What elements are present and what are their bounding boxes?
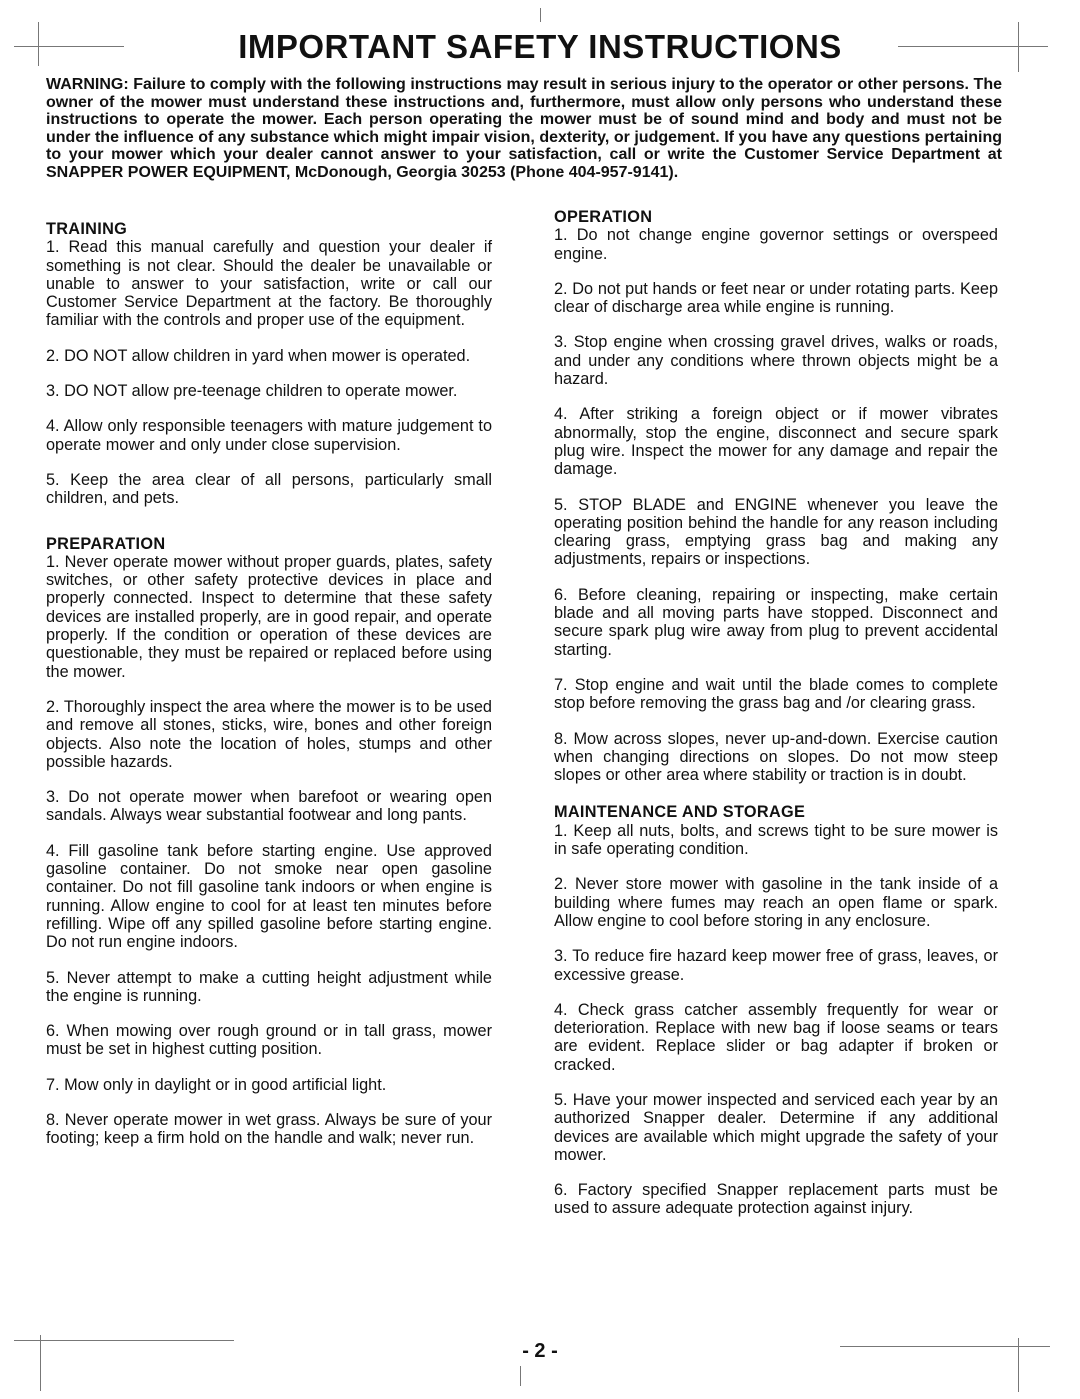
training-item-1: 1. Read this manual carefully and question your dealer if something is not clear. Should the dealer be unavailable or unable to answer to your satisfaction, write or call our Customer Service Department at the factory. Be thoroughly familiar with the controls and proper use of the equipment. <box>46 238 492 330</box>
warning-text: Failure to comply with the following instructions may result in serious injury to the operator or other persons. The owner of the mower must understand these instructions and, furthermore, must allow only persons who understand these instructions to operate the mower. Each person operating the mower must be of sound mind and body and must not be under the influence of any substance which might impair vision, dexterity, or judgement. If you have any questions pertaining to your mower which your dealer cannot answer to your satisfaction, call or write the Customer Service Department at SNAPPER POWER EQUIPMENT, McDonough, Georgia 30253 (Phone 404-957-9141). <box>46 76 1002 181</box>
page-number: - 2 - <box>522 1340 558 1362</box>
page-title: IMPORTANT SAFETY INSTRUCTIONS <box>238 28 842 65</box>
operation-item-1: 1. Do not change engine governor settings or overspeed engine. <box>554 226 998 263</box>
preparation-item-7: 7. Mow only in daylight or in good artificial light. <box>46 1075 387 1094</box>
right-column <box>554 208 998 1235</box>
operation-item-6: 6. Before cleaning, repairing or inspecting, make certain blade and all moving parts have stopped. Disconnect and secure spark plug wire away from plug to prevent accidental starting. <box>554 585 998 659</box>
operation-item-7: 7. Stop engine and wait until the blade comes to complete stop before removing the grass bag and /or clearing grass. <box>554 675 998 713</box>
preparation-heading: PREPARATION <box>46 534 166 553</box>
crop-mark-top-center-v <box>540 8 541 22</box>
training-item-4: 4. Allow only responsible teenagers with mature judgement to operate mower and only under close supervision. <box>46 417 492 454</box>
preparation-item-6: 6. When mowing over rough ground or in tall grass, mower must be set in highest cutting position. <box>46 1022 492 1059</box>
operation-item-8: 8. Mow across slopes, never up-and-down. Exercise caution when changing directions on slopes. Do not mow steep slopes or other area where stability or traction is in doubt. <box>554 729 998 785</box>
preparation-item-5: 5. Never attempt to make a cutting height adjustment while the engine is running. <box>46 968 492 1005</box>
maintenance-item-3: 3. To reduce fire hazard keep mower free of grass, leaves, or excessive grease. <box>554 947 998 984</box>
maintenance-item-4: 4. Check grass catcher assembly frequently for wear or deterioration. Replace with new bag if loose seams or tears are evident. Replace slider or bag adapter if broken or cracked. <box>554 1000 998 1074</box>
training-heading: TRAINING <box>46 220 128 238</box>
operation-item-2: 2. Do not put hands or feet near or under rotating parts. Keep clear of discharge area while engine is running. <box>554 279 998 317</box>
maintenance-item-1: 1. Keep all nuts, bolts, and screws tight to be sure mower is in safe operating condition. <box>554 821 998 859</box>
operation-heading: OPERATION <box>554 208 653 226</box>
maintenance-item-5: 5. Have your mower inspected and serviced each year by an authorized Snapper dealer. Determine if any additional devices are available which might upgrade the safety of your mower. <box>554 1090 998 1164</box>
preparation-item-8: 8. Never operate mower in wet grass. Always be sure of your footing; keep a firm hold on the handle and walk; never run. <box>46 1110 492 1148</box>
maintenance-item-2: 2. Never store mower with gasoline in the tank inside of a building where fumes may reach an open flame or spark. Allow engine to cool before storing in any enclosure. <box>554 875 998 930</box>
operation-item-5: 5. STOP BLADE and ENGINE whenever you leave the operating position behind the handle for any reason including clearing grass, emptying grass bag and making any adjustments, repairs or inspections. <box>554 495 998 569</box>
preparation-item-4: 4. Fill gasoline tank before starting engine. Use approved gasoline container. Do not smoke near open gasoline container. Do not fill gasoline tank indoors or when engine is running. Allow engine to cool for at least ten minutes before refilling. Wipe off any spilled gasoline before starting engine. Do not run engine indoors. <box>46 841 492 952</box>
training-item-2: 2. DO NOT allow children in yard when mower is operated. <box>46 346 471 365</box>
training-item-5: 5. Keep the area clear of all persons, particularly small children, and pets. <box>46 470 492 508</box>
maintenance-heading: MAINTENANCE AND STORAGE <box>554 803 806 822</box>
left-column <box>46 220 492 1165</box>
preparation-item-2: 2. Thoroughly inspect the area where the mower is to be used and remove all stones, sticks, wire, bones and other foreign objects. Also note the location of holes, stumps and other possible hazards. <box>46 697 492 771</box>
operation-item-4: 4. After striking a foreign object or if mower vibrates abnormally, stop the engine, disconnect and secure spark plug wire. Inspect the mower for any damage and repair the damage. <box>554 405 998 479</box>
operation-item-3: 3. Stop engine when crossing gravel drives, walks or roads, and under any conditions where thrown objects might be a hazard. <box>554 333 998 389</box>
preparation-item-1: 1. Never operate mower without proper guards, plates, safety switches, or other safety protective devices in place and properly connected. Inspect to determine that these safety devices are installed properly, are in good repair, and operate properly. If the condition or operation of these devices are questionable, they must be repaired or replaced before using the mower. <box>46 552 492 681</box>
warning-label: WARNING: <box>46 76 129 93</box>
crop-mark-bottom-center-v <box>520 1366 521 1386</box>
preparation-item-3: 3. Do not operate mower when barefoot or wearing open sandals. Always wear substantial footwear and long pants. <box>46 788 492 825</box>
maintenance-item-6: 6. Factory specified Snapper replacement parts must be used to assure adequate protection against injury. <box>554 1181 998 1218</box>
warning-paragraph <box>46 76 1002 182</box>
training-item-3: 3. DO NOT allow pre-teenage children to operate mower. <box>46 382 458 401</box>
